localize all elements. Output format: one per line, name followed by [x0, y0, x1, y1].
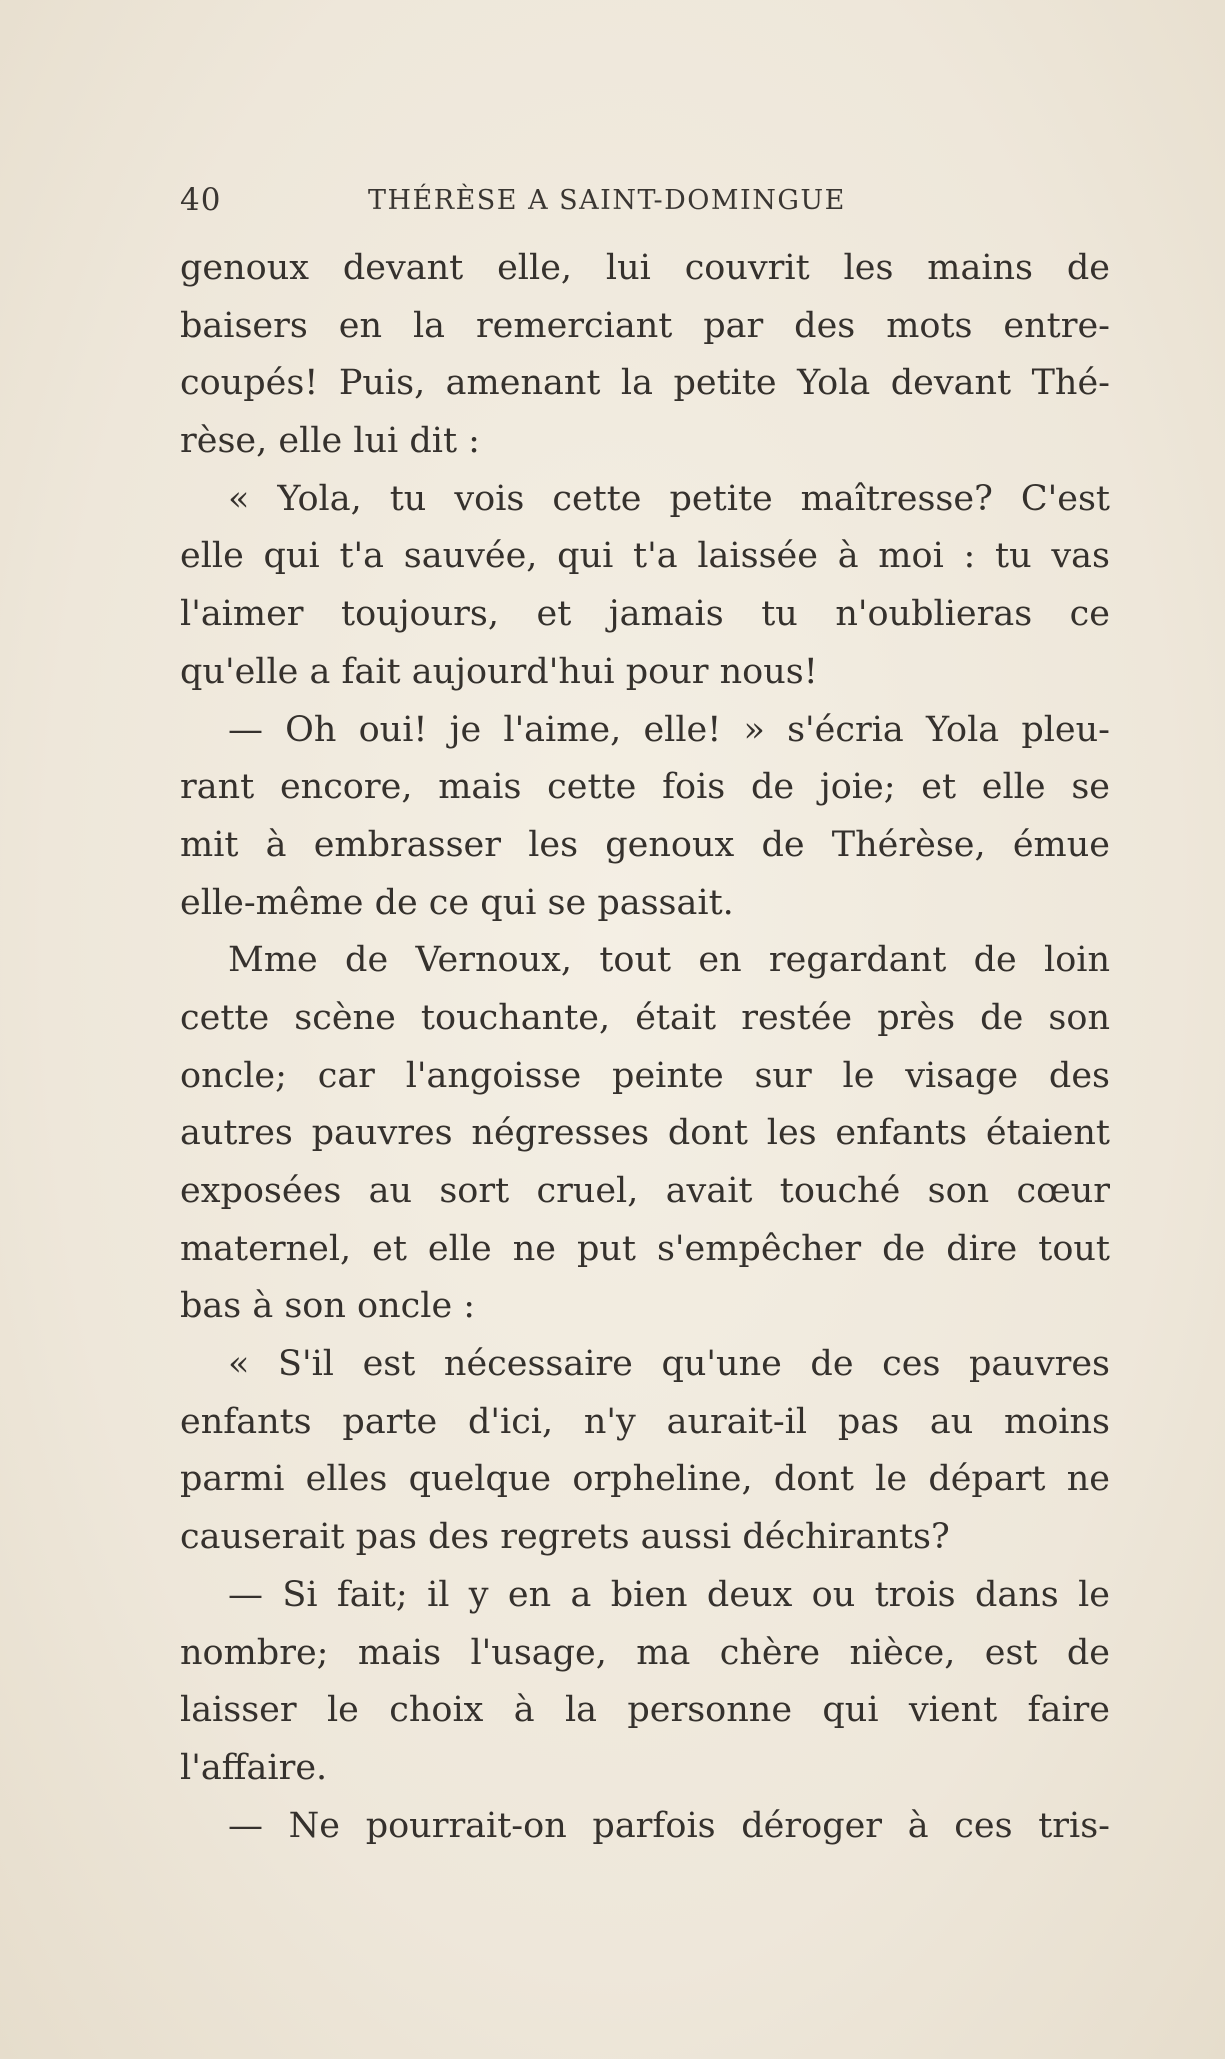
text-line: cette scène touchante, était restée près de son [180, 997, 1110, 1038]
text-line: causerait pas des regrets aussi déchirants? [180, 1517, 950, 1558]
running-title: THÉRÈSE A SAINT-DOMINGUE [368, 185, 846, 216]
text-line: enfants parte d'ici, n'y aurait-il pas au moins [180, 1401, 1110, 1442]
text-line: rèse, elle lui dit : [180, 421, 480, 462]
text-line: rant encore, mais cette fois de joie; et elle se [180, 767, 1110, 808]
text-line: « Yola, tu vois cette petite maîtresse? C'est [228, 478, 1110, 519]
text-line: baisers en la remerciant par des mots entre- [180, 305, 1110, 346]
text-line: — Si fait; il y en a bien deux ou trois dans le [228, 1574, 1110, 1615]
text-line: l'affaire. [180, 1747, 328, 1788]
page-number: 40 [180, 182, 222, 218]
text-line: mit à embrasser les genoux de Thérèse, émue [180, 824, 1110, 865]
text-line: maternel, et elle ne put s'empêcher de dire tout [180, 1228, 1110, 1269]
text-line: l'aimer toujours, et jamais tu n'oublieras ce [180, 594, 1110, 635]
text-line: coupés! Puis, amenant la petite Yola devant Thé- [180, 363, 1110, 404]
text-line: — Oh oui! je l'aime, elle! » s'écria Yola pleu- [228, 709, 1110, 750]
text-line: Mme de Vernoux, tout en regardant de loin [228, 940, 1110, 981]
text-line: parmi elles quelque orpheline, dont le départ ne [180, 1459, 1110, 1500]
text-line: « S'il est nécessaire qu'une de ces pauvres [228, 1344, 1110, 1385]
text-line: exposées au sort cruel, avait touché son cœur [180, 1171, 1110, 1211]
text-line: qu'elle a fait aujourd'hui pour nous! [180, 651, 818, 692]
text-line: laisser le choix à la personne qui vient faire [180, 1690, 1110, 1731]
text-line: elle-même de ce qui se passait. [180, 882, 734, 923]
text-line: genoux devant elle, lui couvrit les mains de [180, 248, 1110, 288]
text-line: elle qui t'a sauvée, qui t'a laissée à moi : tu vas [180, 536, 1110, 577]
body-text [180, 240, 1110, 1855]
text-line: — Ne pourrait-on parfois déroger à ces tris- [228, 1805, 1110, 1846]
text-line: autres pauvres négresses dont les enfants étaient [180, 1113, 1110, 1154]
text-line: bas à son oncle : [180, 1286, 476, 1327]
text-line: oncle; car l'angoisse peinte sur le visage des [180, 1055, 1110, 1096]
text-line: nombre; mais l'usage, ma chère nièce, est de [180, 1632, 1110, 1673]
page-header [180, 182, 925, 222]
